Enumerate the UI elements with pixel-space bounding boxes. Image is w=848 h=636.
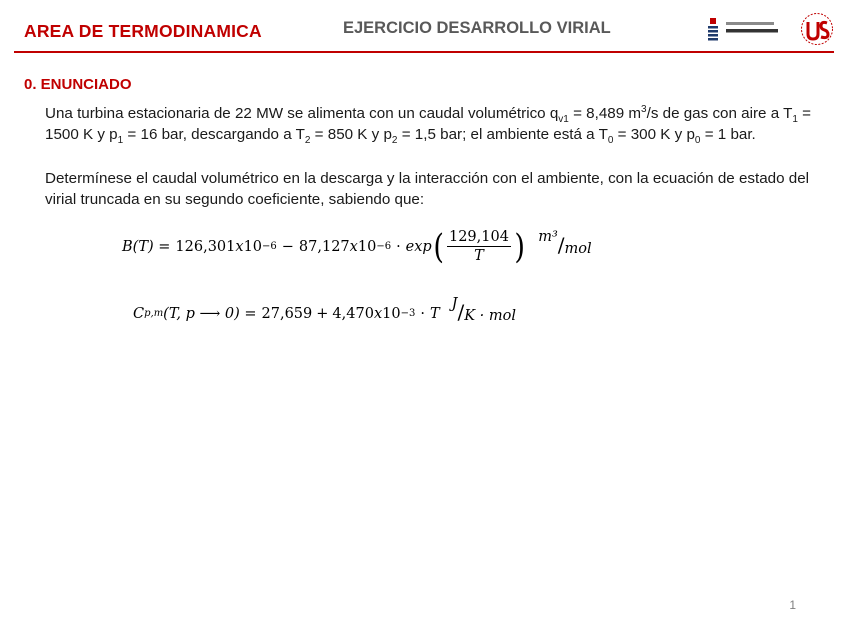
eq-cp-symbol: C — [133, 306, 145, 322]
eq-fraction-numerator: 129,104 — [448, 229, 509, 245]
header-logos — [706, 12, 834, 46]
statement-text: /s de gas con aire a T — [646, 105, 793, 122]
statement-paragraph-1 — [45, 103, 825, 145]
eq-times: x — [235, 238, 244, 255]
eq-base: 10 — [243, 238, 263, 255]
subscript: 1 — [117, 135, 124, 147]
unit-numerator: m³ — [538, 228, 558, 245]
exercise-title: EJERCICIO DESARROLLO VIRIAL — [343, 19, 611, 37]
right-paren: ) — [514, 226, 525, 267]
escuela-ingenieria-logo — [706, 17, 778, 41]
escuela-emblem-icon — [706, 17, 722, 41]
subscript: 1 — [792, 114, 798, 126]
eq-units — [451, 296, 516, 326]
eq-cp-args: (T, p ⟶ 0) = — [163, 306, 257, 322]
eq-fraction-denominator: T — [474, 248, 484, 264]
statement-text: = 300 K y p — [613, 126, 695, 143]
subscript: v1 — [558, 114, 569, 126]
universidad-sevilla-logo — [800, 12, 834, 46]
us-seal-icon — [800, 12, 834, 46]
eq-coef-1: 126,301 — [175, 238, 236, 255]
eq-fraction — [447, 229, 511, 264]
unit-denominator: mol — [564, 240, 592, 257]
eq-coef-1: 27,659 — [261, 306, 313, 322]
eq-minus: − — [281, 238, 294, 255]
left-paren: ( — [433, 226, 444, 267]
subscript: 0 — [607, 135, 614, 147]
statement-text: = 850 K y p — [310, 126, 392, 143]
statement-paragraph-2: Determínese el caudal volumétrico en la descarga y la interacción con el ambiente, con la ecuación de estado del virial truncada en su segundo coeficiente, sabiendo que: — [45, 170, 810, 208]
eq-units — [538, 228, 592, 259]
subscript: 2 — [304, 135, 311, 147]
eq-lhs: B(T) = — [122, 238, 171, 255]
statement-text: Una turbina estacionaria de 22 MW se alimenta con un caudal volumétrico q — [45, 105, 559, 122]
eq-times: x — [349, 238, 358, 255]
eq-base: 10 — [357, 238, 377, 255]
statement-text: = 1 bar. — [700, 126, 756, 143]
virial-coefficient-equation: B(T) = 126,301 x 10 −6 − 87,127 x 10 −6 · exp ( $\frac{129,104}{T}$ ) m³ / mol — [122, 226, 592, 267]
eq-exp-function: exp — [405, 238, 432, 255]
unit-numerator: J — [451, 296, 458, 312]
eq-coef-2: 4,470 — [332, 306, 374, 322]
subscript: 0 — [694, 135, 701, 147]
eq-coef-2: 87,127 — [298, 238, 350, 255]
statement-text: = 8,489 m — [568, 105, 642, 122]
statement-text: = 16 bar, descargando a T — [123, 126, 305, 143]
eq-dot: · — [396, 238, 401, 255]
unit-denominator: K · mol — [464, 308, 516, 324]
subscript: 2 — [391, 135, 398, 147]
unit-slash: / — [557, 232, 565, 257]
escuela-wordmark-icon — [726, 20, 778, 38]
eq-times: x — [373, 306, 383, 322]
area-title: AREA DE TERMODINAMICA — [24, 21, 262, 41]
eq-variable: T — [429, 306, 440, 322]
statement-text: = 1,5 bar; el ambiente está a T — [397, 126, 608, 143]
statement-text: = 1500 K y p — [45, 105, 812, 143]
eq-plus: + — [316, 306, 329, 322]
page-number: 1 — [789, 598, 796, 612]
header-divider — [14, 51, 834, 53]
heat-capacity-equation: C p,m (T, p ⟶ 0) = 27,659 + 4,470 x 10 −3 · T J / K · mol — [133, 296, 516, 324]
unit-slash: / — [457, 300, 465, 324]
section-title: 0. ENUNCIADO — [24, 76, 132, 93]
eq-dot: · — [420, 306, 425, 322]
eq-base: 10 — [382, 306, 401, 322]
superscript: 3 — [641, 103, 647, 115]
